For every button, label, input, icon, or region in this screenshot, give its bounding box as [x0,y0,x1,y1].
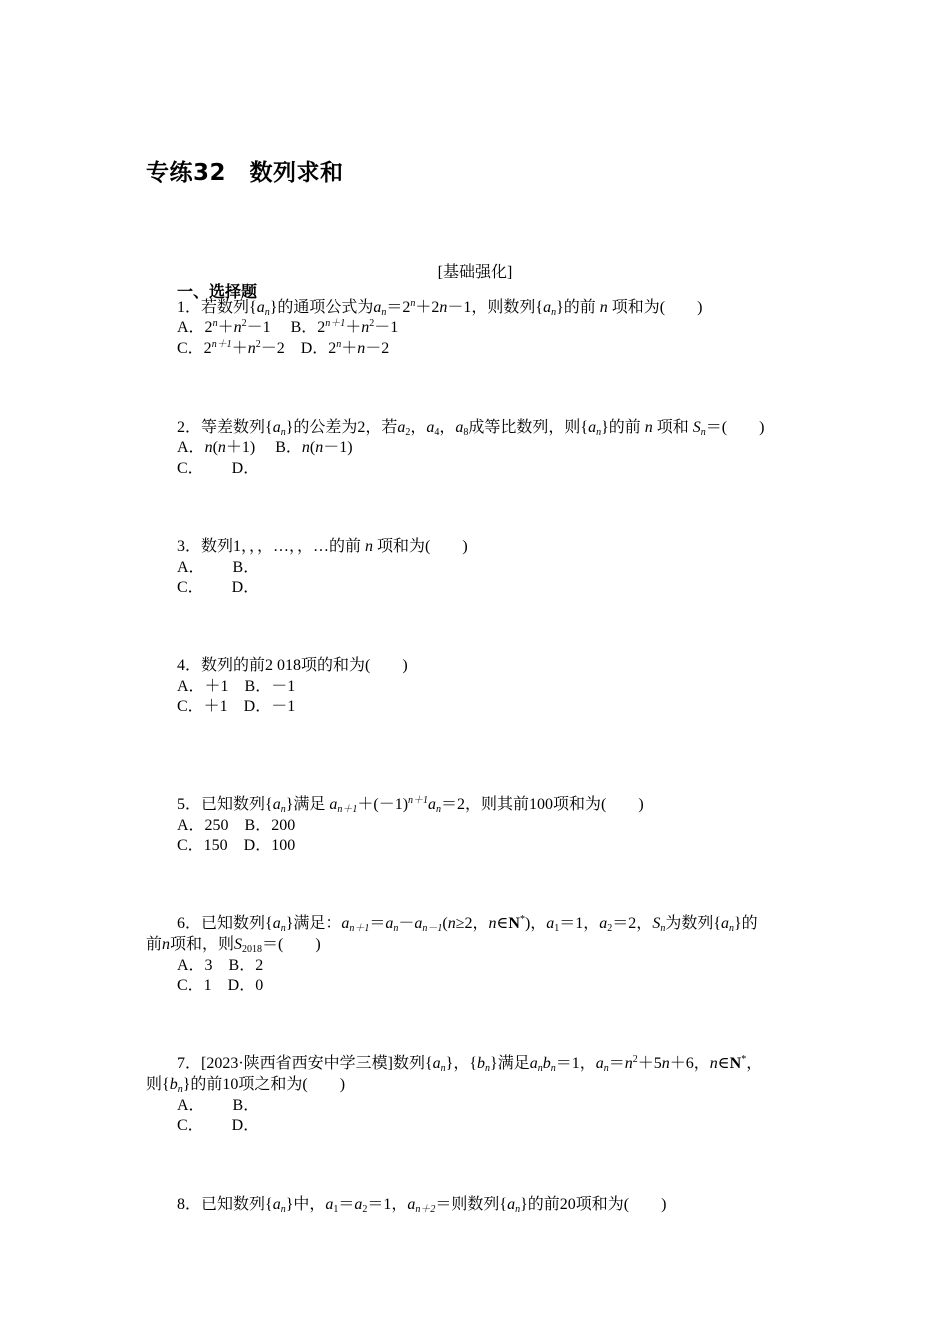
question-5-stem: 5．已知数列$\{a_n\}$满足 $a_{n+1}+(-1)^{n+1}a_n=2$，则其前100项和为( ) [177,795,644,815]
page-title: 专练32 数列求和 [146,160,344,186]
question-4-options-ab: A．＋1 B．－1 [177,678,296,695]
question-5-options-cd: C．150 D．100 [177,837,296,854]
question-8-stem: 8．已知数列$\{a_n\}$中，$a_1=a_2=1$，$a_{n+2}=$则数列$\{a_n\}$的前20项和为( ) [177,1196,667,1215]
section-heading: 一、选择题 [177,282,258,301]
question-6-options-ab: A．3 B．2 [177,957,264,974]
question-6-stem-cont: 前n项和，则$S_{2018}=$( ) [146,936,321,955]
question-5-options-ab: A．250 B．200 [177,817,296,834]
question-1-options-cd: C．$2^{n+1}+n^2-2$ D．$2^n+n-2$ [177,339,390,357]
question-6-stem: 6．已知数列$\{a_n\}$满足：$a_{n+1}=a_n-a_{n-1}(n\ge 2$，n∈N*)，$a_1=1$，$a_2=2$，$S_n$为数列$\{a_n\}$的 [177,914,758,934]
question-2-options-ab: A．n(n＋1) B．n(n－1) [177,439,353,456]
question-6-options-cd: C．1 D．0 [177,977,264,994]
question-3-stem: 3．数列1，，，…，，…的前 n 项和为( ) [177,538,468,555]
question-3-options-cd: C． D． [177,579,260,596]
question-3-options-ab: A． B． [177,559,260,576]
question-4-stem: 4．数列的前2 018项的和为( ) [177,657,408,674]
question-7-stem-cont: 则$\{b_n\}$的前10项之和为( ) [146,1076,346,1095]
question-1-stem: 1．若数列$\{a_n\}$的通项公式为$a_n=2^n+2n-1$，则数列$\{a_n\}$的前 n 项和为( ) [177,298,703,318]
question-2-stem: 2．等差数列$\{a_n\}$的公差为2，若$a_2$，$a_4$，$a_8$成等比数列，则$\{a_n\}$的前 n 项和 $S_n=$( ) [177,419,765,438]
question-4-options-cd: C．＋1 D．－1 [177,698,296,715]
question-2-options-cd: C． D． [177,460,260,477]
question-7-stem: 7．[2023·陕西省西安中学三模]数列$\{a_n\}$，$\{b_n\}$满足$a_nb_n=1$，$a_n=n^2+5n+6$，n∈N*， [177,1054,763,1074]
section-label: [基础强化] [437,264,513,281]
question-7-options-cd: C． D． [177,1117,260,1134]
question-1-options-ab: A．$2^n+n^2-1$ B．$2^{n+1}+n^2-1$ [177,318,399,336]
question-7-options-ab: A． B． [177,1097,260,1114]
